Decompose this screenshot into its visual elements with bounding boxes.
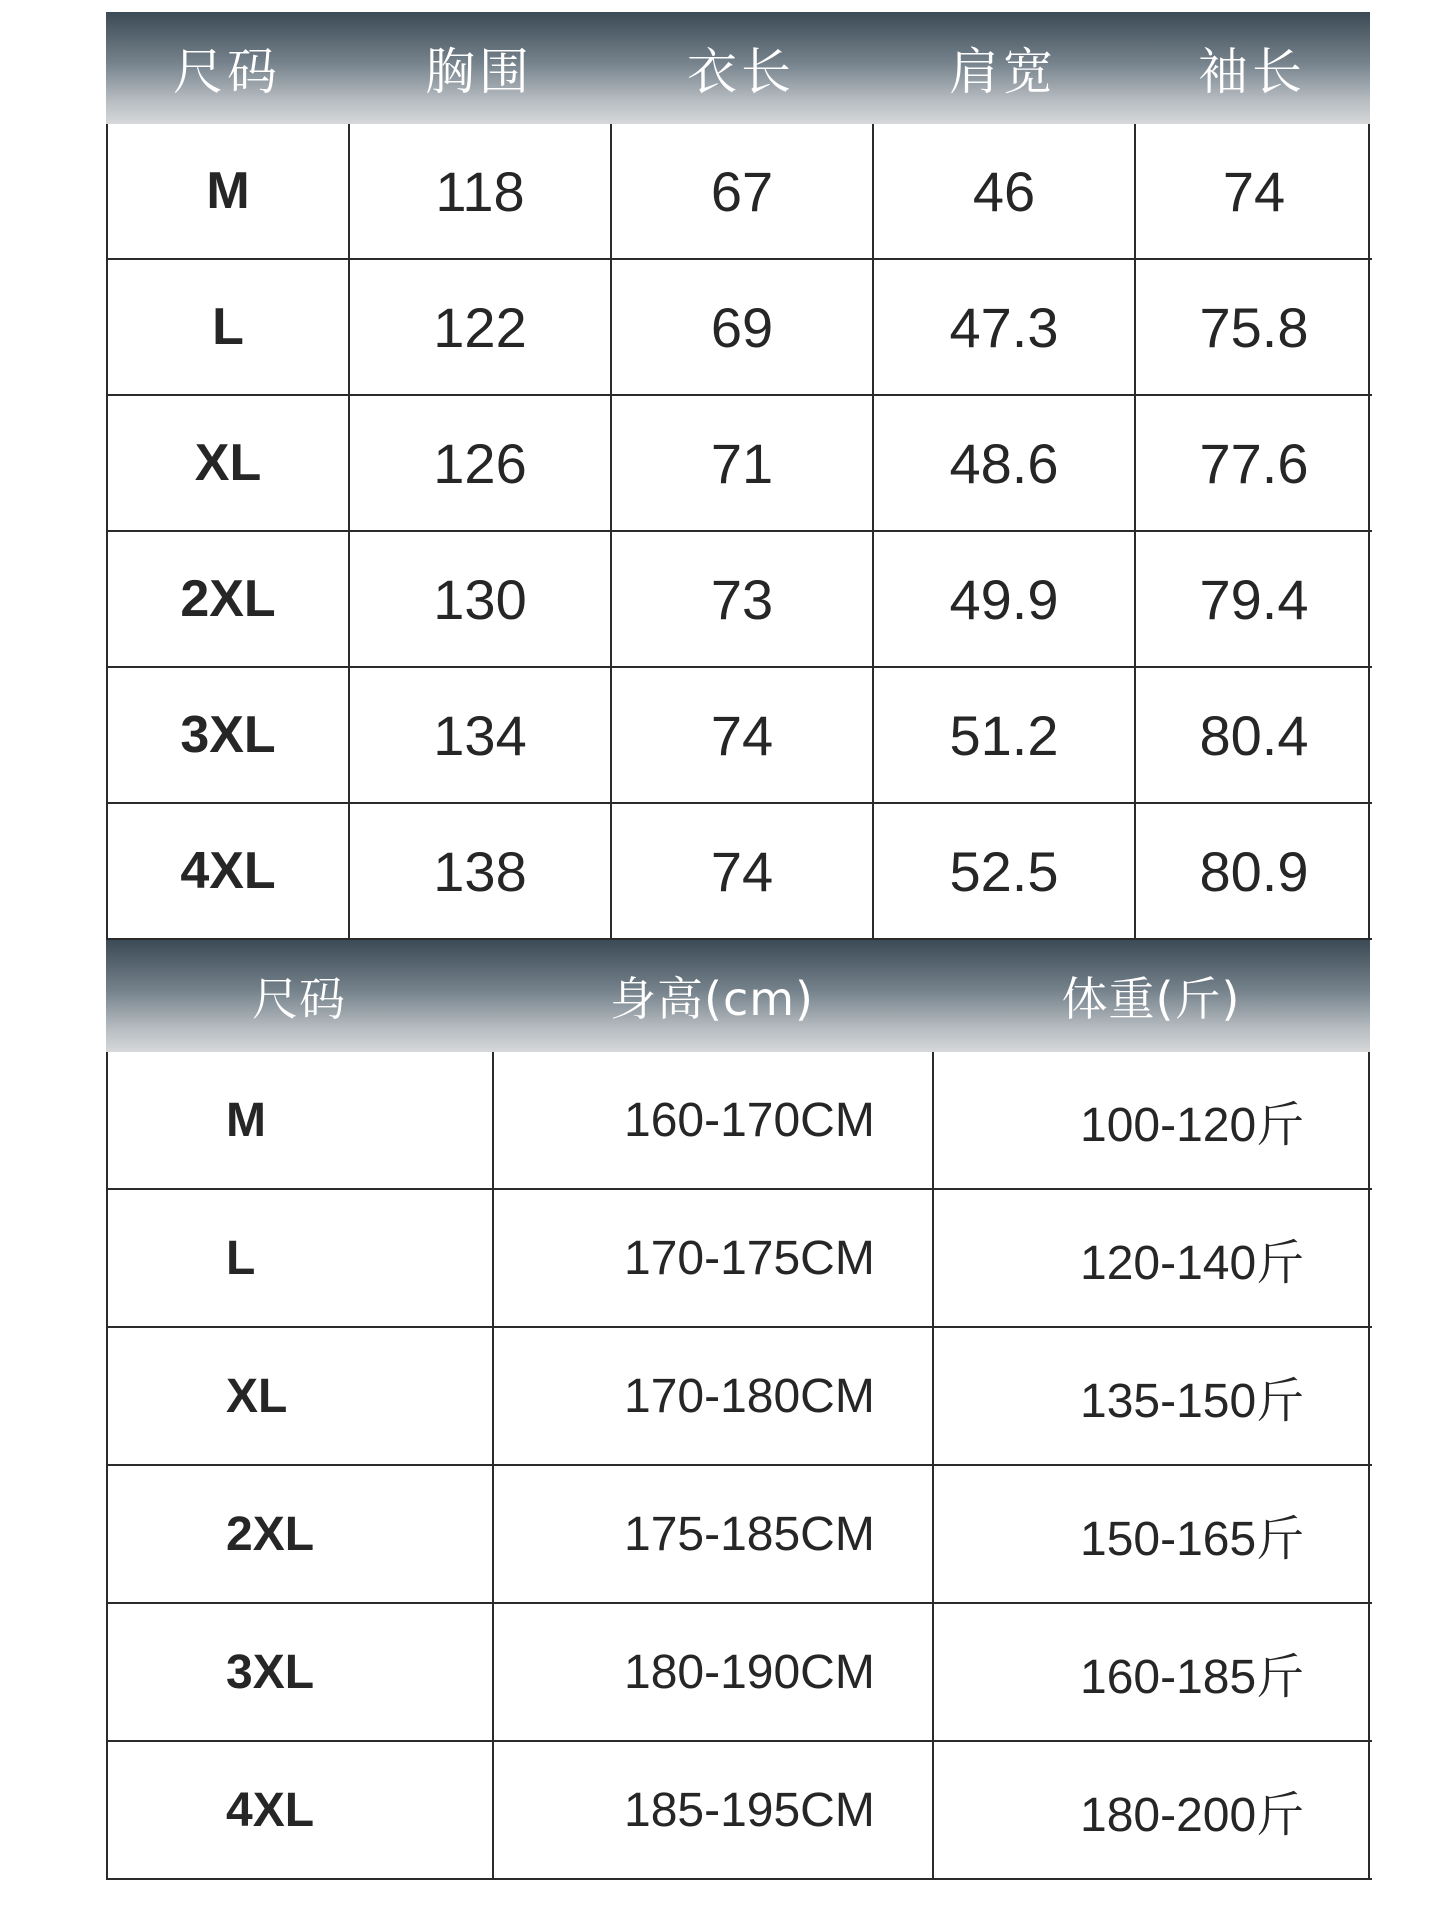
table-cell-weight: 180-200斤 (934, 1742, 1372, 1880)
table-cell-weight: 120-140斤 (934, 1190, 1372, 1328)
table-cell-size: 2XL (108, 532, 350, 668)
table-cell-height: 160-170CM (494, 1052, 934, 1190)
table-cell: 51.2 (874, 668, 1136, 804)
header-weight: 体重(斤) (1061, 972, 1241, 1026)
table-cell: 74 (612, 668, 874, 804)
fit-table-header (106, 940, 1370, 1052)
table-cell-height: 180-190CM (494, 1604, 934, 1742)
table-cell: 49.9 (874, 532, 1136, 668)
table-cell: 130 (350, 532, 612, 668)
table-cell: 48.6 (874, 396, 1136, 532)
table-cell-size: XL (108, 1328, 494, 1466)
header-size: 尺码 (252, 972, 346, 1026)
table-cell-size: XL (108, 396, 350, 532)
table-cell: 134 (350, 668, 612, 804)
table-cell-weight: 150-165斤 (934, 1466, 1372, 1604)
header-height: 身高(cm) (610, 972, 814, 1026)
table-cell: 79.4 (1136, 532, 1372, 668)
header-size: 尺码 (173, 43, 281, 101)
header-sleeve: 袖长 (1198, 43, 1306, 101)
table-cell-weight: 100-120斤 (934, 1052, 1372, 1190)
table-cell-height: 185-195CM (494, 1742, 934, 1880)
table-cell-size: 2XL (108, 1466, 494, 1604)
table-cell: 46 (874, 124, 1136, 260)
table-cell: 67 (612, 124, 874, 260)
table-cell: 47.3 (874, 260, 1136, 396)
table-cell-size: 4XL (108, 804, 350, 940)
table-cell-size: 3XL (108, 1604, 494, 1742)
table-cell-size: 3XL (108, 668, 350, 804)
table-cell: 122 (350, 260, 612, 396)
table-cell-size: M (108, 1052, 494, 1190)
table-cell-size: M (108, 124, 350, 260)
table-cell: 74 (1136, 124, 1372, 260)
size-chart (106, 12, 1370, 1880)
table-cell-size: L (108, 1190, 494, 1328)
table-cell-height: 175-185CM (494, 1466, 934, 1604)
table-cell-height: 170-180CM (494, 1328, 934, 1466)
table-cell: 118 (350, 124, 612, 260)
table-cell: 74 (612, 804, 874, 940)
fit-table (106, 1052, 1370, 1880)
table-cell: 138 (350, 804, 612, 940)
header-length: 衣长 (687, 43, 795, 101)
table-cell: 73 (612, 532, 874, 668)
header-chest: 胸围 (425, 43, 533, 101)
table-cell: 126 (350, 396, 612, 532)
table-cell-height: 170-175CM (494, 1190, 934, 1328)
table-cell: 80.4 (1136, 668, 1372, 804)
table-cell: 52.5 (874, 804, 1136, 940)
header-shoulder: 肩宽 (949, 43, 1057, 101)
table-cell: 80.9 (1136, 804, 1372, 940)
table-cell: 75.8 (1136, 260, 1372, 396)
table-cell-weight: 160-185斤 (934, 1604, 1372, 1742)
measurement-table-header (106, 12, 1370, 124)
table-cell: 69 (612, 260, 874, 396)
table-cell-size: 4XL (108, 1742, 494, 1880)
measurement-table (106, 124, 1370, 940)
table-cell: 71 (612, 396, 874, 532)
table-cell-weight: 135-150斤 (934, 1328, 1372, 1466)
table-cell-size: L (108, 260, 350, 396)
table-cell: 77.6 (1136, 396, 1372, 532)
